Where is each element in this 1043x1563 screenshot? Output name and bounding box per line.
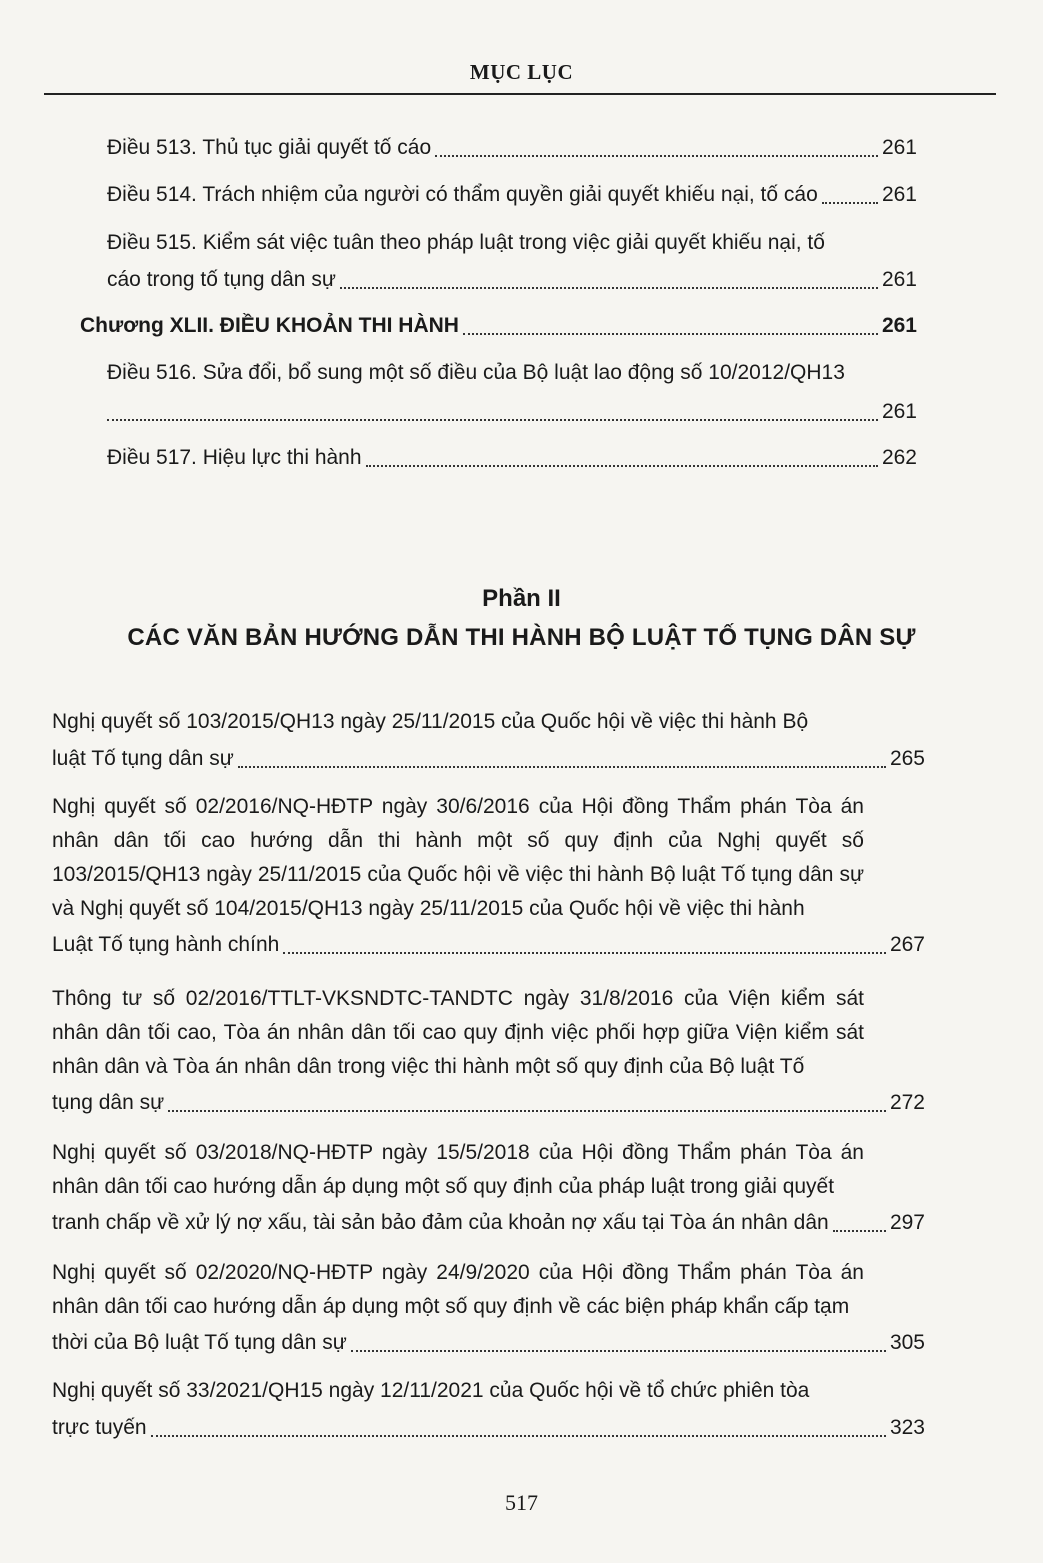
toc-page-number: 261 <box>881 314 917 337</box>
toc-entry-text-cont: luật Tố tụng dân sự <box>52 747 234 770</box>
toc-entry-nq-33-2021[interactable] <box>52 1374 925 1445</box>
toc-page-number: 262 <box>881 446 917 469</box>
toc-entry-dieu-513[interactable] <box>107 131 917 165</box>
leader-dots <box>238 766 886 768</box>
toc-entry-text: Nghị quyết số 33/2021/QH15 ngày 12/11/2021 của Quốc hội về tổ chức phiên tòa <box>52 1379 810 1402</box>
toc-entry-nq-103-2015[interactable] <box>52 705 925 776</box>
toc-entry-nq-03-2018[interactable] <box>52 1136 925 1240</box>
toc-page-number: 272 <box>889 1091 925 1114</box>
page-title: MỤC LỤC <box>469 60 574 84</box>
part-title: CÁC VĂN BẢN HƯỚNG DẪN THI HÀNH BỘ LUẬT TỐ TỤNG DÂN SỰ <box>127 624 916 651</box>
toc-page-number: 261 <box>881 136 917 159</box>
leader-dots <box>822 202 878 204</box>
toc-page-number: 305 <box>889 1331 925 1354</box>
leader-dots <box>107 419 878 421</box>
header-divider <box>44 93 996 95</box>
toc-entry-nq-02-2016[interactable] <box>52 790 925 962</box>
toc-page-number: 261 <box>881 400 917 423</box>
toc-entry-text-cont: trực tuyến <box>52 1416 147 1439</box>
toc-page-number: 323 <box>889 1416 925 1439</box>
toc-page-number: 267 <box>889 933 925 956</box>
toc-entry-text-cont: tụng dân sự <box>52 1091 165 1114</box>
leader-dots <box>340 287 878 289</box>
leader-dots <box>366 465 878 467</box>
toc-entry-text-cont: cáo trong tố tụng dân sự <box>107 268 336 291</box>
toc-entry-text-cont: Luật Tố tụng hành chính <box>52 933 280 956</box>
part-label: Phần II <box>482 585 561 612</box>
toc-entry-chapter-xlii[interactable] <box>80 309 917 343</box>
toc-page-number: 261 <box>881 268 917 291</box>
toc-entry-text: Điều 516. Sửa đổi, bổ sung một số điều của Bộ luật lao động số 10/2012/QH13 <box>107 361 845 384</box>
leader-dots <box>151 1435 886 1437</box>
leader-dots <box>435 155 878 157</box>
toc-entry-text: Điều 515. Kiểm sát việc tuân theo pháp luật trong việc giải quyết khiếu nại, tố <box>107 231 825 254</box>
toc-entry-text: Nghị quyết số 03/2018/NQ-HĐTP ngày 15/5/2018 của Hội đồng Thẩm phán Tòa án nhân dân tối cao hướng dẫn áp dụng một số quy định của pháp luật trong giải quyết <box>52 1141 864 1198</box>
toc-page-number: 297 <box>889 1211 925 1234</box>
leader-dots <box>283 952 886 954</box>
toc-entry-dieu-514[interactable] <box>107 178 917 212</box>
toc-entry-text: Điều 514. Trách nhiệm của người có thẩm quyền giải quyết khiếu nại, tố cáo <box>107 183 818 206</box>
toc-entry-nq-02-2020[interactable] <box>52 1256 925 1360</box>
leader-dots <box>351 1350 886 1352</box>
toc-entry-text-cont: thời của Bộ luật Tố tụng dân sự <box>52 1331 347 1354</box>
leader-dots <box>168 1110 886 1112</box>
leader-dots <box>833 1230 886 1232</box>
toc-page-number: 261 <box>881 183 917 206</box>
toc-entry-dieu-516[interactable] <box>107 356 917 429</box>
toc-entry-text: Điều 517. Hiệu lực thi hành <box>107 446 362 469</box>
toc-entry-dieu-517[interactable] <box>107 441 917 475</box>
toc-entry-text: Nghị quyết số 02/2016/NQ-HĐTP ngày 30/6/2016 của Hội đồng Thẩm phán Tòa án nhân dân tối cao hướng dẫn thi hành một số quy định của Nghị quyết số 103/2015/QH13 ngày 25/11/2015 của Quốc hội về việc thi hành Bộ luật Tố tụng dân sự và Nghị quyết số 104/2015/QH13 ngày 25/11/2015 của Quốc hội về việc thi hành <box>52 795 864 920</box>
leader-dots <box>463 333 878 335</box>
toc-page-number: 265 <box>889 747 925 770</box>
toc-entry-text-cont: tranh chấp về xử lý nợ xấu, tài sản bảo đảm của khoản nợ xấu tại Tòa án nhân dân <box>52 1211 829 1234</box>
toc-entry-text: Thông tư số 02/2016/TTLT-VKSNDTC-TANDTC ngày 31/8/2016 của Viện kiểm sát nhân dân tối cao, Tòa án nhân dân tối cao quy định việc phối hợp giữa Viện kiểm sát nhân dân và Tòa án nhân dân trong việc thi hành một số quy định của Bộ luật Tố <box>52 987 864 1078</box>
toc-entry-text: Điều 513. Thủ tục giải quyết tố cáo <box>107 136 432 159</box>
toc-entry-tt-02-2016[interactable] <box>52 982 925 1120</box>
toc-chapter-text: Chương XLII. ĐIỀU KHOẢN THI HÀNH <box>80 314 459 337</box>
page-number: 517 <box>505 1490 538 1515</box>
toc-entry-text: Nghị quyết số 103/2015/QH13 ngày 25/11/2015 của Quốc hội về việc thi hành Bộ <box>52 710 809 733</box>
toc-entry-dieu-515[interactable] <box>107 226 917 297</box>
toc-entry-text: Nghị quyết số 02/2020/NQ-HĐTP ngày 24/9/2020 của Hội đồng Thẩm phán Tòa án nhân dân tối cao hướng dẫn áp dụng một số quy định về các biện pháp khẩn cấp tạm <box>52 1261 864 1318</box>
